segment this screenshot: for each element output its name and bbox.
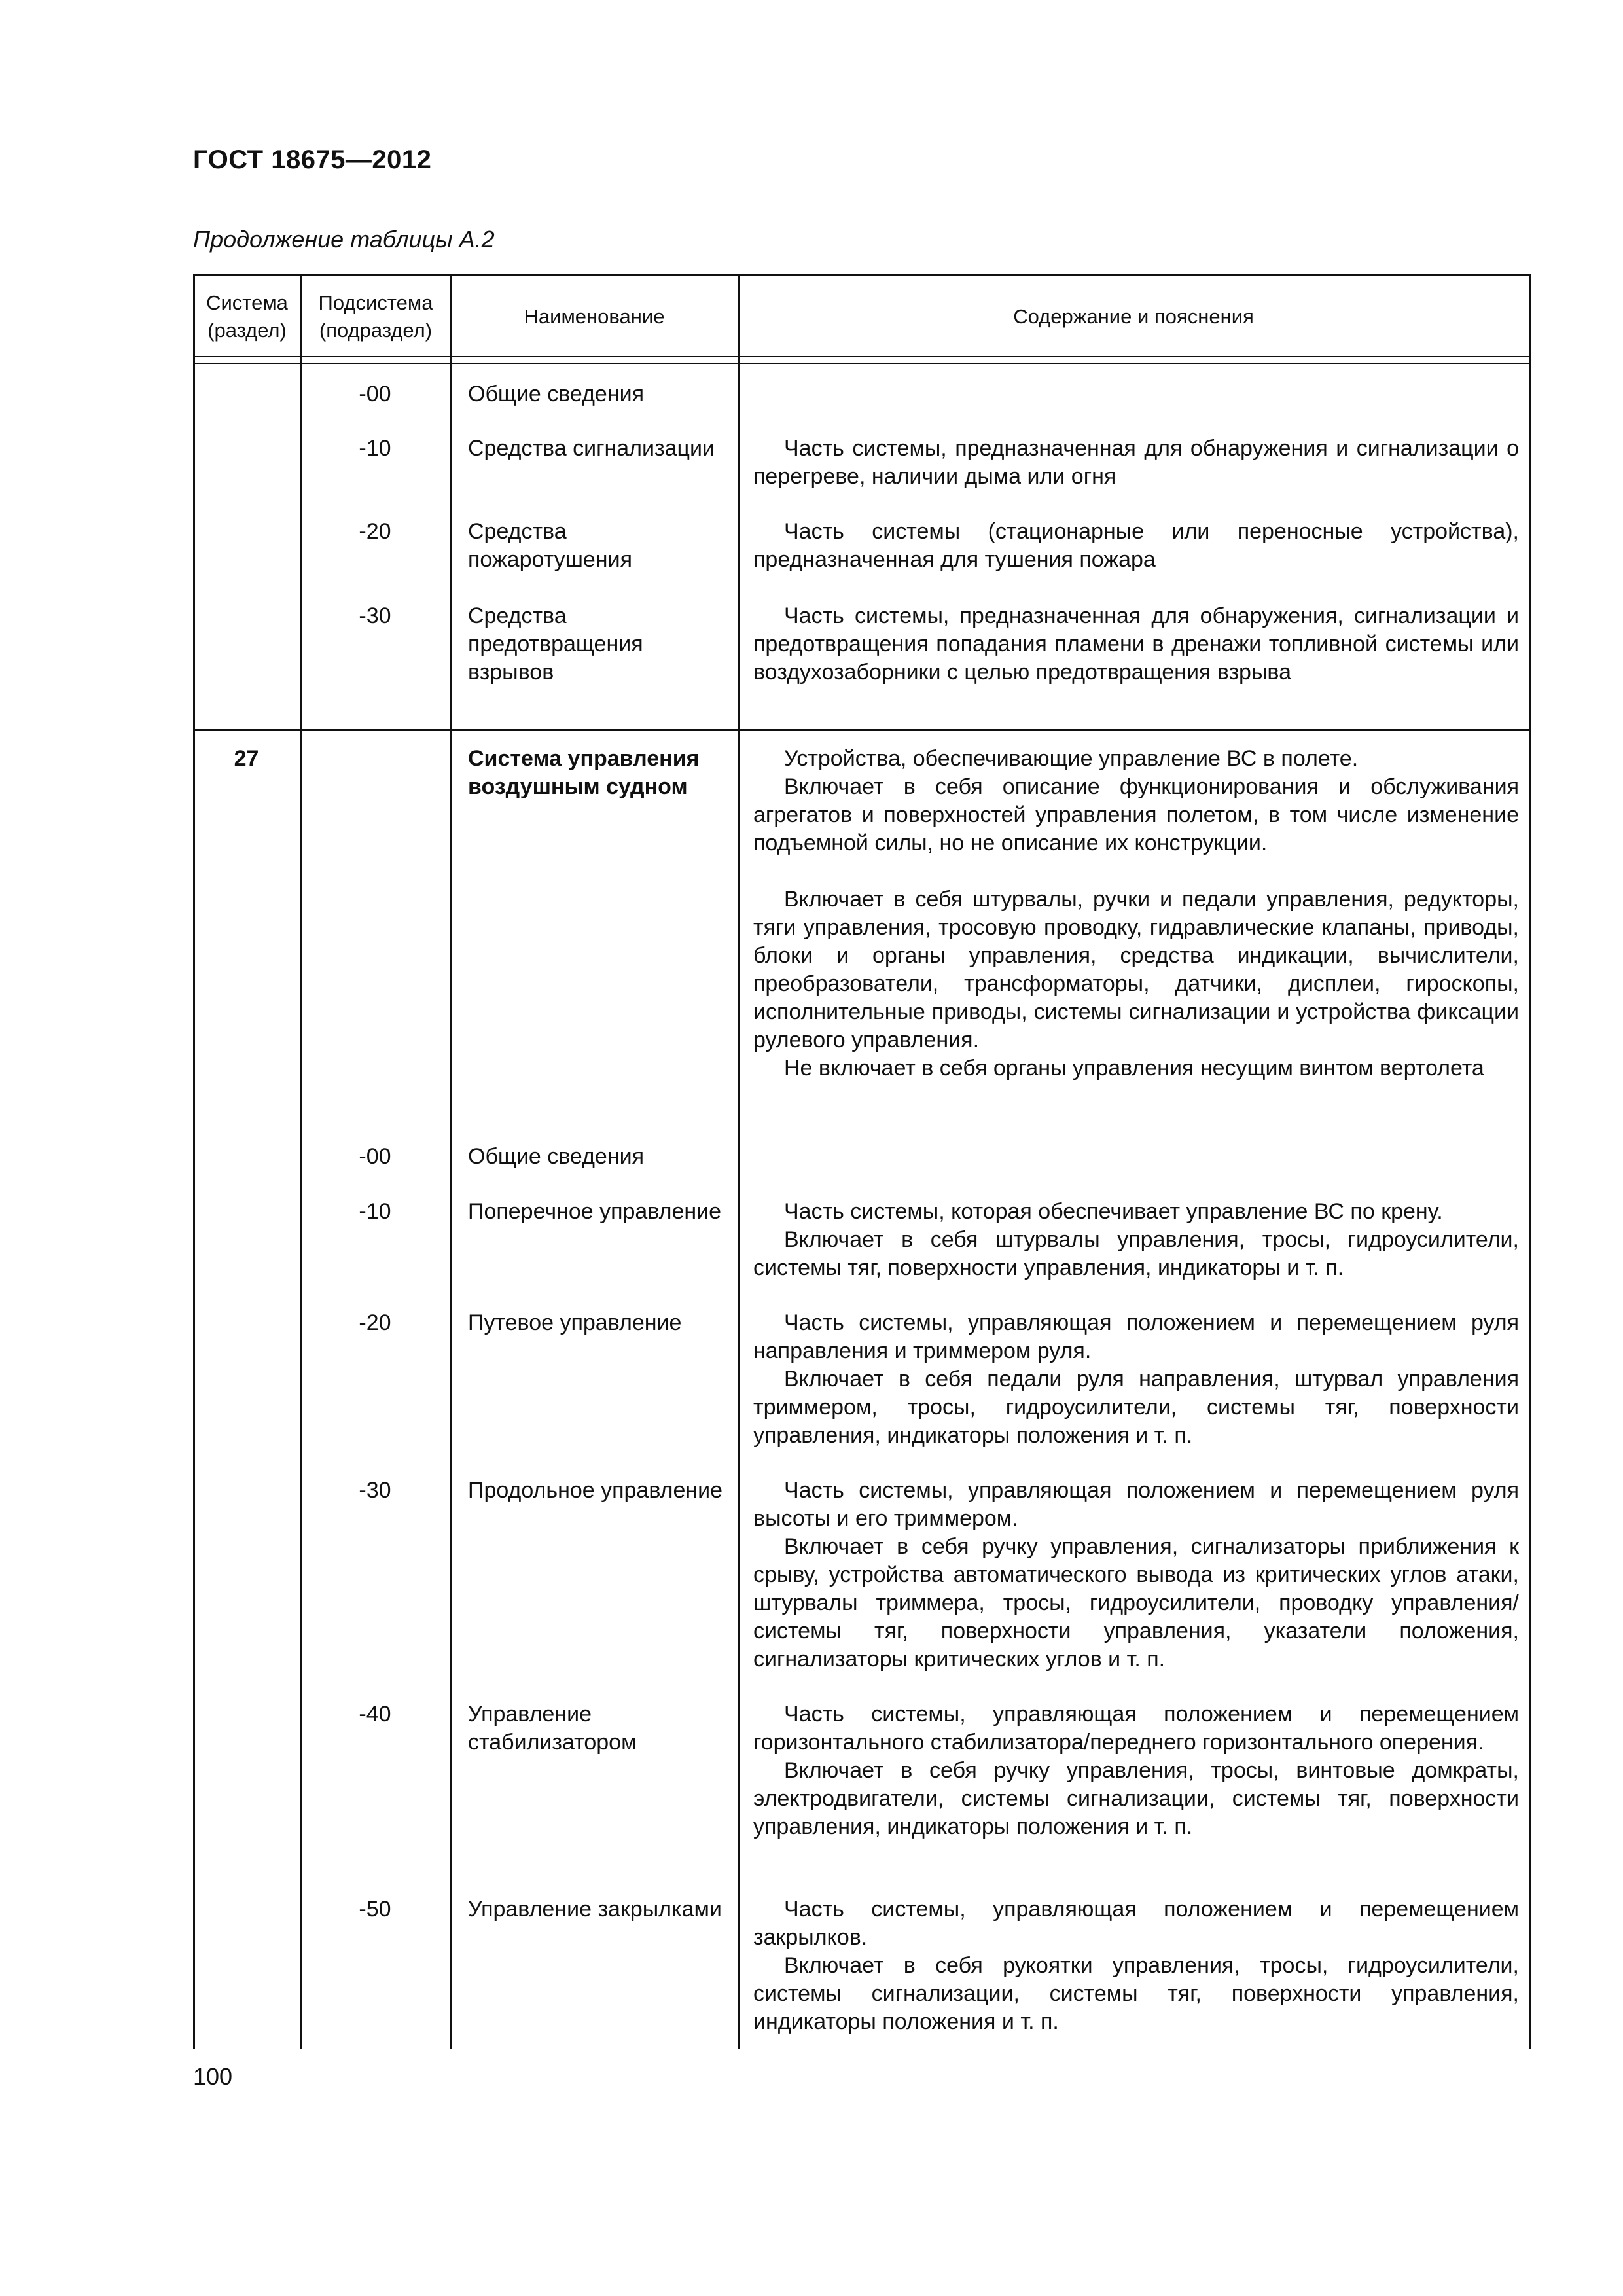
row-9-subsystem: -40 [359,1702,391,1727]
row-3-subsystem: -30 [359,603,391,628]
table-caption: Продолжение таблицы А.2 [193,226,495,253]
row-4-desc-p0: Устройства, обеспечивающие управление ВС в полете. [784,746,1359,771]
col-header-description: Содержание и пояснения [1013,305,1254,328]
row-1-description [753,435,1519,491]
row-7-subsystem: -20 [359,1310,391,1335]
row-4-name: Система управления воздушным судном [468,746,700,799]
row-10-desc-p0: Часть системы, управляющая положением и перемещением закрылков. [753,1897,1519,1950]
col-header-name: Наименование [524,305,665,328]
row-3-desc-p0: Часть системы, предназначенная для обнаружения, сигнализации и предотвращения попадания пламени в дренажи топливной системы или воздухозаборники с целью предотвращения взрыва [753,603,1519,685]
section-divider [193,729,1531,731]
row-2-desc-p0: Часть системы (стационарные или переносные устройства), предназначенная для тушения пожара [753,519,1519,572]
row-4-description [753,745,1519,1083]
row-4-desc-p1: Включает в себя описание функционирования и обслуживания агрегатов и поверхностей управления полетом, в том числе изменение подъемной силы, но не описание их конструкции. [753,774,1519,855]
row-7-name: Путевое управление [468,1310,682,1335]
row-4-system: 27 [234,746,259,771]
col-border-2 [450,274,452,2049]
row-6-desc-p1: Включает в себя штурвалы управления, тросы, гидроусилители, системы тяг, поверхности управления, индикаторы и т. п. [753,1227,1519,1280]
row-2-name: Средства пожаротушения [468,519,632,572]
row-4-desc-p3: Не включает в себя органы управления несущим винтом вертолета [784,1056,1484,1081]
row-9-name: Управление стабилизатором [468,1702,637,1755]
row-3-description [753,602,1519,687]
classification-table [193,274,1531,2049]
row-0-name: Общие сведения [468,382,645,406]
row-8-name: Продольное управление [468,1478,723,1503]
row-9-desc-p0: Часть системы, управляющая положением и перемещением горизонтального стабилизатора/переднего горизонтального оперения. [753,1702,1519,1755]
row-1-subsystem: -10 [359,436,391,461]
row-2-subsystem: -20 [359,519,391,544]
row-2-description [753,518,1519,574]
row-0-subsystem: -00 [359,382,391,406]
row-5-name: Общие сведения [468,1144,645,1169]
row-6-name: Поперечное управление [468,1199,722,1224]
row-10-desc-p1: Включает в себя рукоятки управления, тросы, гидроусилители, системы сигнализации, системы тяг, поверхности управления, индикаторы положения и т. п. [753,1953,1519,2034]
row-5-subsystem: -00 [359,1144,391,1169]
row-8-subsystem: -30 [359,1478,391,1503]
row-9-description [753,1700,1519,1841]
row-7-description [753,1309,1519,1450]
col-header-system: Система (раздел) [206,291,288,342]
row-1-desc-p0: Часть системы, предназначенная для обнаружения и сигнализации о перегреве, наличии дыма или огня [753,436,1519,489]
row-1-name: Средства сигнализации [468,436,715,461]
page-number: 100 [193,2063,233,2090]
row-7-desc-p1: Включает в себя педали руля направления, штурвал управления триммером, тросы, гидроусилители, системы тяг, поверхности управления, индикаторы положения и т. п. [753,1367,1519,1448]
row-8-description [753,1477,1519,1674]
header-rule-2 [193,363,1531,364]
row-10-description [753,1895,1519,2036]
row-8-desc-p1: Включает в себя ручку управления, сигнализаторы приближения к срыву, устройства автоматического вывода из критических углов атаки, штурвалы триммера, тросы, гидроусилители, проводку управления/системы тяг, поверхности управления, указатели положения, сигнализаторы критических углов и т. п. [753,1534,1519,1672]
row-6-desc-p0: Часть системы, которая обеспечивает управление ВС по крену. [784,1199,1443,1224]
row-6-subsystem: -10 [359,1199,391,1224]
row-3-name: Средства предотвращения взрывов [468,603,643,685]
document-header: ГОСТ 18675—2012 [193,145,432,174]
col-header-subsystem: Подсистема (подраздел) [318,291,433,342]
col-border-3 [738,274,740,2049]
row-7-desc-p0: Часть системы, управляющая положением и перемещением руля направления и триммером руля. [753,1310,1519,1363]
row-6-description [753,1198,1519,1282]
row-4-desc-p2: Включает в себя штурвалы, ручки и педали управления, редукторы, тяги управления, тросовую проводку, гидравлические клапаны, приводы, блоки и органы управления, средства индикации, вычислители, преобразователи, трансформаторы, датчики, дисплеи, гироскопы, исполнительные приводы, системы сигнализации и устройства фиксации рулевого управления. [753,887,1519,1052]
row-9-desc-p1: Включает в себя ручку управления, тросы, винтовые домкраты, электродвигатели, системы сигнализации, системы тяг, поверхности управления, индикаторы положения и т. п. [753,1758,1519,1839]
table-header [193,274,1531,360]
row-8-desc-p0: Часть системы, управляющая положением и перемещением руля высоты и его триммером. [753,1478,1519,1531]
col-border-0 [193,274,195,2049]
col-border-4 [1529,274,1531,2049]
row-10-name: Управление закрылками [468,1897,722,1922]
row-10-subsystem: -50 [359,1897,391,1922]
